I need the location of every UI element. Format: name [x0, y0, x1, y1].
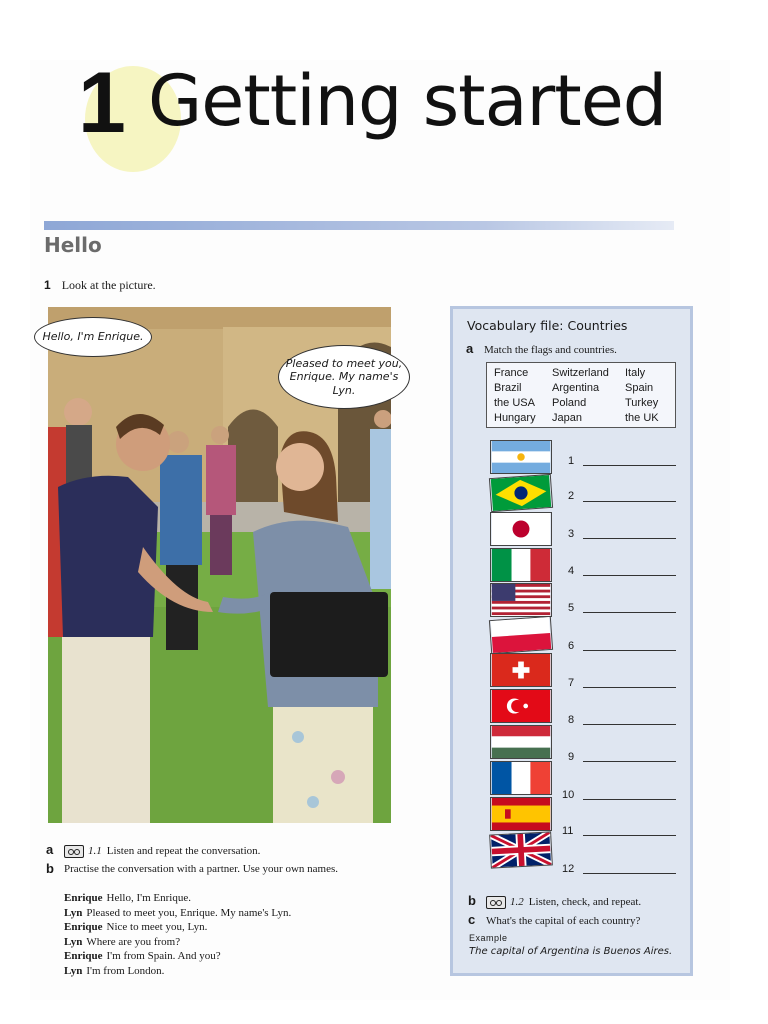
brazil-flag-icon — [489, 474, 553, 512]
country-name: Switzerland — [552, 367, 609, 379]
hungary-flag-icon — [490, 725, 552, 759]
question-text: Listen and repeat the conversation. — [106, 845, 261, 857]
track-number: 1.2 — [510, 896, 524, 908]
vocab-task-b — [468, 893, 641, 909]
chapter-number: 1 — [78, 55, 126, 151]
task-text: Listen, check, and repeat. — [528, 896, 642, 908]
answer-number: 11 — [562, 825, 574, 837]
country-column-3 — [625, 366, 659, 426]
turkey-flag-icon — [490, 689, 552, 723]
question-letter: b — [46, 861, 54, 876]
answer-number: 5 — [568, 602, 575, 614]
track-number: 1.1 — [88, 845, 102, 857]
line-text: I'm from Spain. And you? — [106, 950, 221, 963]
country-name: France — [494, 367, 529, 379]
japan-flag-icon — [490, 512, 552, 546]
answer-line — [583, 799, 676, 800]
speaker: Lyn — [64, 935, 83, 948]
poland-flag-icon — [489, 616, 553, 654]
answer-line — [583, 761, 676, 762]
example-text: The capital of Argentina is Buenos Aires. — [469, 946, 673, 957]
usa-flag-icon — [490, 583, 552, 617]
section-heading: Hello — [44, 233, 102, 257]
vocab-task-c — [468, 912, 640, 927]
task-letter: a — [466, 341, 474, 356]
line-text: Pleased to meet you, Enrique. My name's Lyn. — [86, 906, 292, 919]
line-text: I'm from London. — [86, 964, 165, 977]
country-name: Turkey — [625, 397, 659, 409]
answer-line — [583, 873, 676, 874]
dialogue-line — [64, 964, 291, 979]
answer-line — [583, 724, 676, 725]
answer-number: 1 — [568, 455, 575, 467]
task-text: Match the flags and countries. — [484, 344, 617, 356]
dialogue-line — [64, 906, 291, 921]
task-text: Look at the picture. — [61, 278, 156, 292]
question-letter: a — [46, 842, 54, 857]
answer-line — [583, 465, 676, 466]
answer-number: 10 — [562, 789, 575, 801]
speaker: Enrique — [64, 921, 103, 934]
dialogue-line — [64, 935, 291, 950]
answer-line — [583, 612, 676, 613]
answer-line — [583, 687, 676, 688]
dialogue-line — [64, 891, 291, 906]
answer-number: 8 — [568, 714, 575, 726]
speaker: Enrique — [64, 892, 103, 904]
answer-number: 4 — [568, 565, 575, 577]
cassette-icon — [64, 845, 84, 858]
country-name: Japan — [552, 412, 582, 424]
dialogue-line — [64, 920, 291, 935]
question-b — [46, 862, 376, 876]
task-letter: b — [468, 893, 476, 908]
chapter-title: Getting started — [148, 60, 667, 142]
answer-number: 7 — [568, 677, 575, 689]
answer-line — [583, 575, 676, 576]
answer-line — [583, 650, 676, 651]
task-1 — [44, 278, 156, 293]
task-number: 1 — [44, 278, 51, 292]
section-divider-bar — [44, 221, 674, 230]
argentina-flag-icon — [490, 440, 552, 474]
example-label: Example — [469, 933, 508, 943]
country-name: Argentina — [552, 382, 600, 394]
spain-flag-icon — [490, 797, 552, 831]
country-column-2 — [552, 366, 609, 426]
country-name: the UK — [625, 412, 659, 424]
line-text: Where are you from? — [86, 935, 181, 948]
answer-line — [583, 538, 676, 539]
country-name: the USA — [494, 397, 535, 409]
question-a — [46, 843, 260, 858]
country-name: Spain — [625, 382, 654, 394]
vocabulary-title: Vocabulary file: Countries — [467, 318, 628, 333]
answer-number: 12 — [562, 863, 575, 875]
answer-number: 6 — [568, 640, 575, 652]
uk-flag-icon — [489, 831, 553, 868]
vocab-task-a — [466, 341, 617, 356]
speech-bubble-lyn: Pleased to meet you, Enrique. My name's Lyn. — [278, 345, 410, 409]
speaker: Lyn — [64, 906, 83, 919]
country-name: Brazil — [494, 382, 522, 394]
answer-number: 3 — [568, 528, 575, 540]
answer-number: 9 — [568, 751, 575, 763]
switzerland-flag-icon — [490, 653, 552, 687]
speaker: Lyn — [64, 964, 83, 977]
speaker: Enrique — [64, 950, 103, 963]
cassette-icon — [486, 896, 506, 909]
question-text: Practise the conversation with a partner. Use your own names. — [64, 863, 339, 875]
dialogue-line — [64, 949, 291, 964]
answer-number: 2 — [568, 490, 575, 502]
france-flag-icon — [490, 761, 552, 795]
answer-line — [583, 501, 676, 502]
task-text: What's the capital of each country? — [486, 915, 641, 927]
country-name: Hungary — [494, 412, 536, 424]
task-letter: c — [468, 912, 476, 927]
country-name: Italy — [625, 367, 646, 379]
line-text: Hello, I'm Enrique. — [106, 892, 191, 904]
speech-bubble-enrique: Hello, I'm Enrique. — [34, 317, 152, 357]
country-column-1 — [494, 366, 536, 426]
dialogue — [64, 891, 291, 979]
line-text: Nice to meet you, Lyn. — [106, 921, 208, 934]
country-name: Poland — [552, 397, 587, 409]
answer-line — [583, 835, 676, 836]
italy-flag-icon — [490, 548, 552, 582]
